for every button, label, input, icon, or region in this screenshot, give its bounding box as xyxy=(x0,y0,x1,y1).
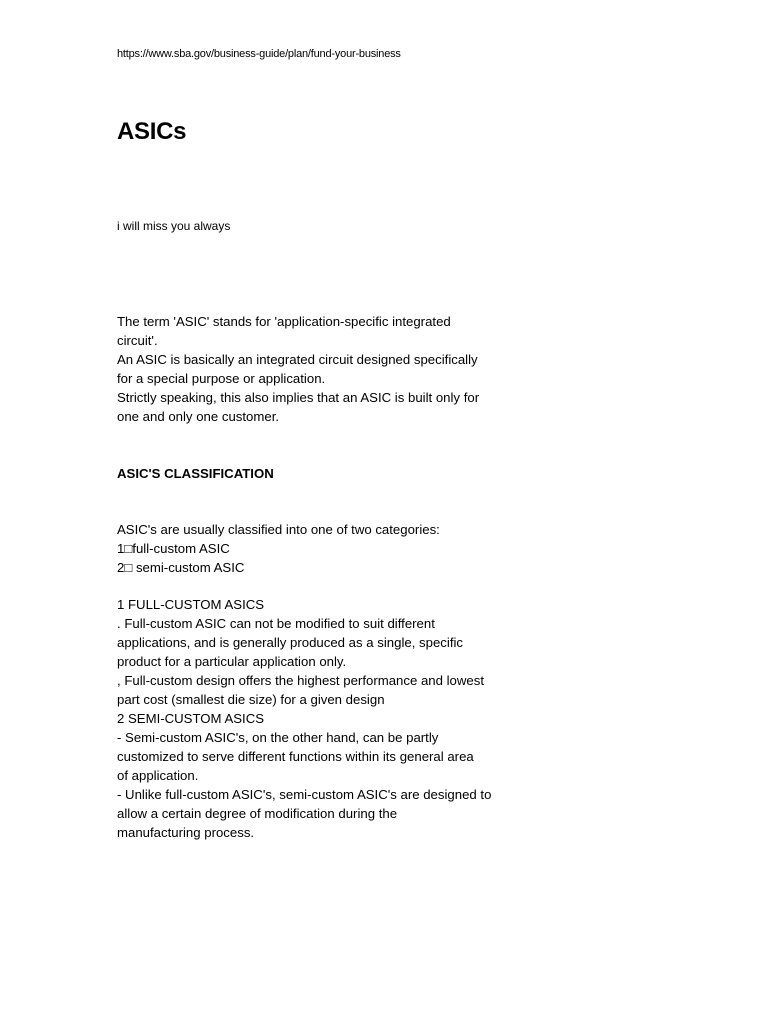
intro-paragraph xyxy=(117,312,527,426)
section-heading-full-custom: 1 FULL-CUSTOM ASICS xyxy=(117,597,265,612)
paragraph-line: circuit'. xyxy=(117,333,158,348)
source-url: https://www.sba.gov/business-guide/plan/fund-your-business xyxy=(117,48,401,60)
paragraph-line: The term 'ASIC' stands for 'application-specific integrated xyxy=(117,314,451,329)
section-heading-semi-custom: 2 SEMI-CUSTOM ASICS xyxy=(117,711,265,726)
paragraph-line: . Full-custom ASIC can not be modified to suit different xyxy=(117,616,435,631)
paragraph-line: customized to serve different functions within its general area xyxy=(117,749,474,764)
subtitle: i will miss you always xyxy=(117,219,231,233)
paragraph-line: allow a certain degree of modification during the xyxy=(117,806,398,821)
details-section xyxy=(117,595,527,842)
paragraph-line: of application. xyxy=(117,768,199,783)
paragraph-line: product for a particular application only. xyxy=(117,654,347,669)
paragraph-line: manufacturing process. xyxy=(117,825,255,840)
classification-list xyxy=(117,520,527,577)
paragraph-line: , Full-custom design offers the highest performance and lowest xyxy=(117,673,484,688)
paragraph-line: for a special purpose or application. xyxy=(117,371,326,386)
paragraph-line: An ASIC is basically an integrated circuit designed specifically xyxy=(117,352,478,367)
paragraph-line: applications, and is generally produced as a single, specific xyxy=(117,635,464,650)
list-item: 2□ semi-custom ASIC xyxy=(117,560,245,575)
list-item: 1□full-custom ASIC xyxy=(117,541,230,556)
paragraph-line: ASIC's are usually classified into one of two categories: xyxy=(117,522,440,537)
paragraph-line: - Semi-custom ASIC's, on the other hand, can be partly xyxy=(117,730,439,745)
paragraph-line: one and only one customer. xyxy=(117,409,280,424)
classification-heading: ASIC'S CLASSIFICATION xyxy=(117,466,274,481)
paragraph-line: Strictly speaking, this also implies that an ASIC is built only for xyxy=(117,390,480,405)
paragraph-line: - Unlike full-custom ASIC's, semi-custom ASIC's are designed to xyxy=(117,787,492,802)
page-title: ASICs xyxy=(117,118,187,145)
paragraph-line: part cost (smallest die size) for a given design xyxy=(117,692,385,707)
